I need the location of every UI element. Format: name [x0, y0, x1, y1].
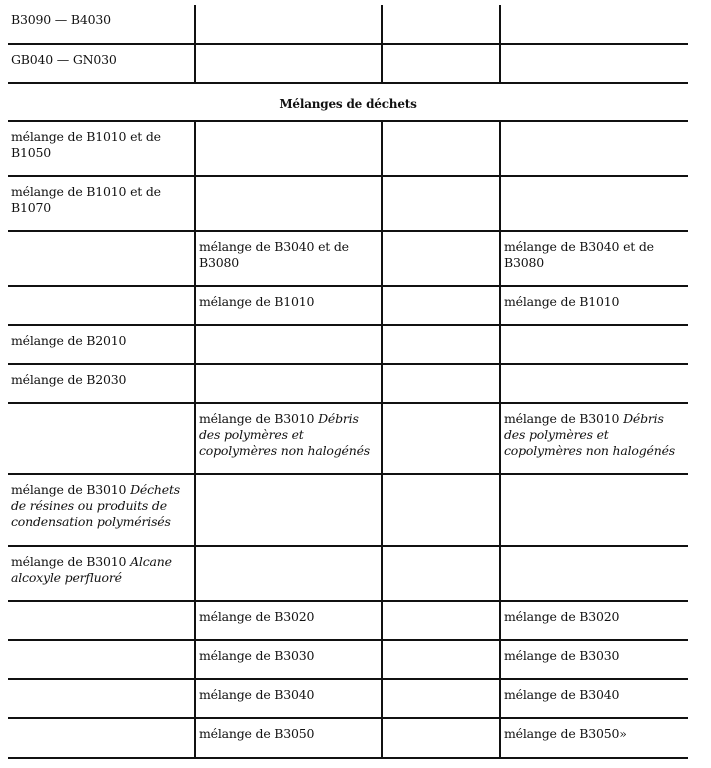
table-row [8, 5, 688, 44]
cell-text: mélange de B1010 et de B1050 [11, 129, 161, 160]
table-cell-col2 [195, 44, 382, 83]
cell-text: mélange de B3010 [11, 554, 131, 569]
table-cell-col3 [382, 718, 500, 758]
table-cell-col3 [382, 474, 500, 546]
table-cell-col2 [195, 546, 382, 601]
table-cell-col4 [500, 640, 688, 679]
table-cell-col3 [382, 546, 500, 601]
table-cell-col1 [8, 121, 195, 176]
table-cell-col1 [8, 403, 195, 474]
cell-text: mélange de B3040 [504, 687, 620, 702]
table-cell-col2 [195, 474, 382, 546]
cell-text: mélange de B1010 [504, 294, 620, 309]
table-row [8, 44, 688, 83]
table-cell-col2 [195, 121, 382, 176]
table-cell-col1 [8, 5, 195, 44]
table-cell-col4 [500, 403, 688, 474]
cell-text: mélange de B2010 [11, 333, 127, 348]
table-row [8, 546, 688, 601]
cell-text: mélange de B1010 [199, 294, 315, 309]
table-cell-col4 [500, 176, 688, 231]
table-cell-col4 [500, 364, 688, 403]
table-cell-col2 [195, 718, 382, 758]
table-row [8, 364, 688, 403]
cell-text: mélange de B3020 [504, 609, 620, 624]
table-cell-col4 [500, 44, 688, 83]
table-row [8, 231, 688, 286]
table-cell-col2 [195, 176, 382, 231]
table-row [8, 325, 688, 364]
cell-text: mélange de B3010 [11, 482, 131, 497]
table-cell-col4 [500, 325, 688, 364]
table-cell-col1 [8, 286, 195, 325]
section-header-row [8, 83, 688, 121]
table-cell-col1 [8, 44, 195, 83]
table-cell-col1 [8, 474, 195, 546]
table-cell-col3 [382, 286, 500, 325]
waste-table-body [8, 5, 688, 758]
table-cell-col1 [8, 601, 195, 640]
table-cell-col4 [500, 231, 688, 286]
table-cell-col3 [382, 640, 500, 679]
table-row [8, 679, 688, 718]
table-cell-col3 [382, 121, 500, 176]
cell-text: mélange de B3010 [199, 411, 319, 426]
cell-italic-text: Déchets de résines ou produits de condensation polymérisés [11, 482, 180, 529]
table-cell-col4 [500, 718, 688, 758]
table-cell-col3 [382, 364, 500, 403]
table-row [8, 121, 688, 176]
table-cell-col1 [8, 546, 195, 601]
table-cell-col4 [500, 474, 688, 546]
table-cell-col3 [382, 601, 500, 640]
cell-text: mélange de B3040 et de B3080 [504, 239, 654, 270]
cell-italic-text: Débris des polymères et copolymères non halogénés [504, 411, 676, 458]
section-title: Mélanges de déchets [279, 97, 417, 111]
cell-text: mélange de B3010 [504, 411, 624, 426]
table-cell-col2 [195, 403, 382, 474]
table-row [8, 176, 688, 231]
table-row [8, 601, 688, 640]
table-cell-col3 [382, 44, 500, 83]
table-cell-col1 [8, 640, 195, 679]
table-cell-col4 [500, 679, 688, 718]
cell-text: mélange de B3030 [199, 648, 315, 663]
table-cell-col1 [8, 176, 195, 231]
table-cell-col3 [382, 325, 500, 364]
table-cell-col4 [500, 286, 688, 325]
table-cell-col1 [8, 679, 195, 718]
table-cell-col1 [8, 718, 195, 758]
cell-text: mélange de B3040 [199, 687, 315, 702]
table-cell-col4 [500, 5, 688, 44]
table-cell-col4 [500, 601, 688, 640]
table-cell-col3 [382, 176, 500, 231]
cell-text: mélange de B3040 et de B3080 [199, 239, 349, 270]
table-cell-col2 [195, 601, 382, 640]
table-cell-col3 [382, 403, 500, 474]
cell-text: mélange de B2030 [11, 372, 127, 387]
cell-text: mélange de B3020 [199, 609, 315, 624]
table-cell-col3 [382, 231, 500, 286]
table-row [8, 286, 688, 325]
table-cell-col2 [195, 231, 382, 286]
table-cell-col1 [8, 231, 195, 286]
cell-text: GB040 — GN030 [11, 52, 117, 67]
cell-italic-text: Débris des polymères et copolymères non halogénés [199, 411, 371, 458]
cell-text: mélange de B3050 [199, 726, 315, 741]
table-cell-col2 [195, 286, 382, 325]
table-row [8, 474, 688, 546]
table-row [8, 640, 688, 679]
table-cell-col1 [8, 325, 195, 364]
waste-table [8, 5, 688, 759]
table-cell-col2 [195, 325, 382, 364]
table-cell-col3 [382, 679, 500, 718]
table-cell-col1 [8, 364, 195, 403]
table-cell-col2 [195, 5, 382, 44]
table-cell-col4 [500, 546, 688, 601]
table-cell-col2 [195, 679, 382, 718]
table-cell-col2 [195, 640, 382, 679]
table-cell-col4 [500, 121, 688, 176]
cell-text: mélange de B1010 et de B1070 [11, 184, 161, 215]
cell-text: mélange de B3050» [504, 726, 627, 741]
cell-text: mélange de B3030 [504, 648, 620, 663]
table-row [8, 718, 688, 758]
table-row [8, 403, 688, 474]
table-cell-col3 [382, 5, 500, 44]
table-cell-col2 [195, 364, 382, 403]
cell-text: B3090 — B4030 [11, 12, 111, 27]
cell-italic-text: Alcane alcoxyle perfluoré [11, 554, 172, 585]
